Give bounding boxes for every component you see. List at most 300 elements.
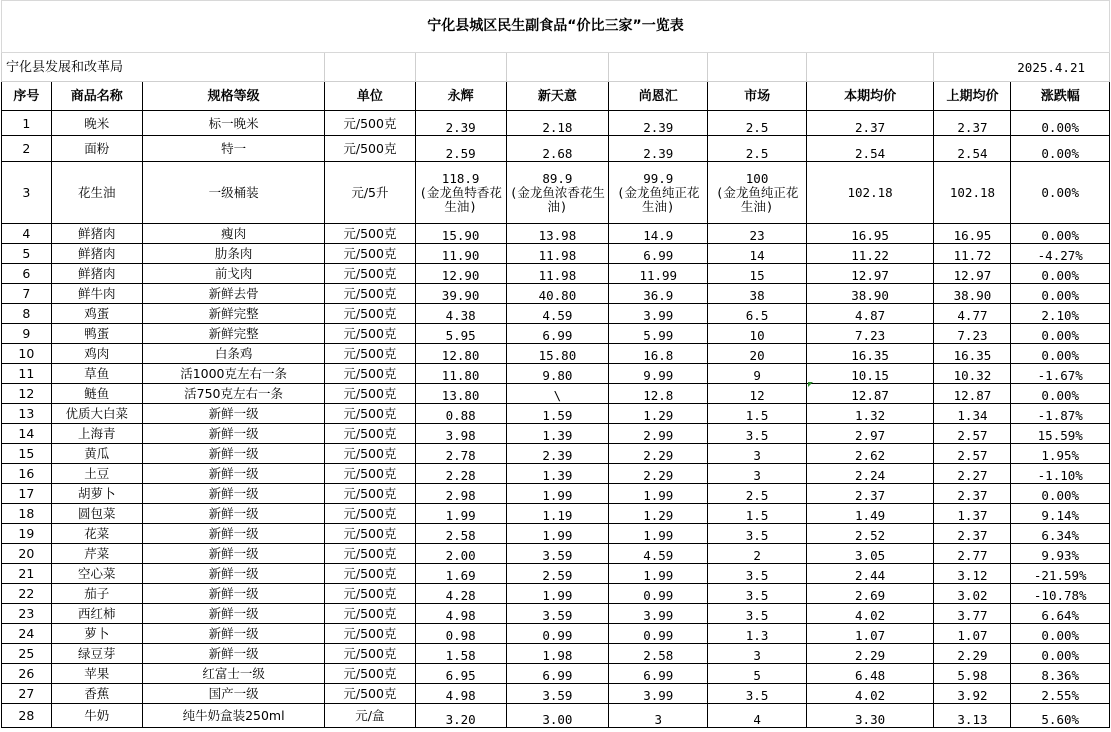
column-header: 规格等级 bbox=[142, 82, 324, 111]
table-cell: 4.59 bbox=[506, 304, 608, 324]
table-cell: 4.77 bbox=[934, 304, 1011, 324]
table-cell: 1.39 bbox=[506, 424, 608, 444]
table-cell: 3.02 bbox=[934, 584, 1011, 604]
table-cell: 元/500克 bbox=[325, 344, 415, 364]
table-cell: 3.98 bbox=[415, 424, 506, 444]
table-cell: 8.36% bbox=[1011, 664, 1110, 684]
table-cell: 3.5 bbox=[708, 524, 806, 544]
table-cell: 1.95% bbox=[1011, 444, 1110, 464]
table-row bbox=[2, 284, 1110, 304]
table-cell: 8 bbox=[2, 304, 52, 324]
table-cell: 新鲜一级 bbox=[142, 464, 324, 484]
table-cell: 1.5 bbox=[708, 504, 806, 524]
table-cell: 3.5 bbox=[708, 604, 806, 624]
table-cell: 0.00% bbox=[1011, 484, 1110, 504]
table-cell: 11.22 bbox=[806, 244, 934, 264]
table-cell: 13.98 bbox=[506, 224, 608, 244]
table-cell: 16.35 bbox=[934, 344, 1011, 364]
table-cell: 3.20 bbox=[415, 704, 506, 728]
table-cell: 土豆 bbox=[51, 464, 142, 484]
table-cell: 12.8 bbox=[609, 384, 708, 404]
table-cell: 1.98 bbox=[506, 644, 608, 664]
table-cell: 4.02 bbox=[806, 684, 934, 704]
table-cell: 2 bbox=[708, 544, 806, 564]
table-cell: 2.99 bbox=[609, 424, 708, 444]
table-row bbox=[2, 224, 1110, 244]
table-cell: 元/500克 bbox=[325, 444, 415, 464]
table-cell: 纯牛奶盒装250ml bbox=[142, 704, 324, 728]
table-cell: 6.95 bbox=[415, 664, 506, 684]
table-body bbox=[2, 111, 1110, 728]
column-header: 商品名称 bbox=[51, 82, 142, 111]
table-cell: 新鲜完整 bbox=[142, 324, 324, 344]
table-cell: 1.29 bbox=[609, 404, 708, 424]
table-row bbox=[2, 524, 1110, 544]
table-cell: 9 bbox=[2, 324, 52, 344]
table-cell: 12.87 bbox=[934, 384, 1011, 404]
table-cell: 0.99 bbox=[609, 624, 708, 644]
table-cell: 1.99 bbox=[506, 584, 608, 604]
agency-label: 宁化县发展和改革局 bbox=[2, 53, 325, 82]
table-cell: 2.27 bbox=[934, 464, 1011, 484]
table-cell: 3.5 bbox=[708, 564, 806, 584]
table-cell: 2.5 bbox=[708, 111, 806, 136]
table-row bbox=[2, 244, 1110, 264]
table-cell: 1.99 bbox=[506, 524, 608, 544]
table-cell: 鲢鱼 bbox=[51, 384, 142, 404]
table-cell: 3 bbox=[609, 704, 708, 728]
table-cell: 2.37 bbox=[806, 484, 934, 504]
table-cell: 鲜猪肉 bbox=[51, 244, 142, 264]
table-cell: 15 bbox=[708, 264, 806, 284]
table-cell: 2.78 bbox=[415, 444, 506, 464]
table-cell: 10 bbox=[2, 344, 52, 364]
table-cell: 0.99 bbox=[609, 584, 708, 604]
table-title: 宁化县城区民生副食品“价比三家”一览表 bbox=[2, 1, 1110, 53]
table-row bbox=[2, 664, 1110, 684]
table-cell: 3.99 bbox=[609, 304, 708, 324]
column-header: 新天意 bbox=[506, 82, 608, 111]
column-header: 本期均价 bbox=[806, 82, 934, 111]
table-cell: 2.69 bbox=[806, 584, 934, 604]
table-cell: -1.67% bbox=[1011, 364, 1110, 384]
table-cell: 12.80 bbox=[415, 344, 506, 364]
table-cell: 39.90 bbox=[415, 284, 506, 304]
table-cell: 2.00 bbox=[415, 544, 506, 564]
table-cell: 6.48 bbox=[806, 664, 934, 684]
table-cell: 1.99 bbox=[506, 484, 608, 504]
table-cell: 2.68 bbox=[506, 136, 608, 162]
table-cell: 11.98 bbox=[506, 244, 608, 264]
table-cell: 11.72 bbox=[934, 244, 1011, 264]
table-cell: 2.39 bbox=[415, 111, 506, 136]
column-header: 序号 bbox=[2, 82, 52, 111]
table-cell: 11.99 bbox=[609, 264, 708, 284]
table-cell: 元/500克 bbox=[325, 684, 415, 704]
table-cell: 2.29 bbox=[609, 464, 708, 484]
table-cell: 1.99 bbox=[609, 484, 708, 504]
table-cell: 0.88 bbox=[415, 404, 506, 424]
table-cell: 1.07 bbox=[934, 624, 1011, 644]
table-cell: 1.5 bbox=[708, 404, 806, 424]
table-cell: 西红柿 bbox=[51, 604, 142, 624]
table-cell: 12.90 bbox=[415, 264, 506, 284]
table-cell: 空心菜 bbox=[51, 564, 142, 584]
table-cell: 2.18 bbox=[506, 111, 608, 136]
table-cell: 12.87 bbox=[806, 384, 934, 404]
table-cell: 0.00% bbox=[1011, 624, 1110, 644]
table-cell: 10.15 bbox=[806, 364, 934, 384]
table-cell: 2.29 bbox=[806, 644, 934, 664]
table-cell: \ bbox=[506, 384, 608, 404]
table-cell: 0.00% bbox=[1011, 644, 1110, 664]
table-cell: 2.29 bbox=[609, 444, 708, 464]
table-cell: 活750克左右一条 bbox=[142, 384, 324, 404]
table-cell: 4.87 bbox=[806, 304, 934, 324]
table-cell: 国产一级 bbox=[142, 684, 324, 704]
table-cell: 2.24 bbox=[806, 464, 934, 484]
table-cell: 萝卜 bbox=[51, 624, 142, 644]
table-cell: 6.99 bbox=[609, 244, 708, 264]
table-cell: 2.98 bbox=[415, 484, 506, 504]
table-cell: 20 bbox=[2, 544, 52, 564]
table-cell: 元/5升 bbox=[325, 162, 415, 224]
table-cell: 1.39 bbox=[506, 464, 608, 484]
table-cell: 0.00% bbox=[1011, 136, 1110, 162]
table-cell: 鲜牛肉 bbox=[51, 284, 142, 304]
table-cell: 1.99 bbox=[415, 504, 506, 524]
table-cell: 香蕉 bbox=[51, 684, 142, 704]
table-cell: 苹果 bbox=[51, 664, 142, 684]
table-cell: -4.27% bbox=[1011, 244, 1110, 264]
table-cell: 0.00% bbox=[1011, 162, 1110, 224]
table-cell: 1.49 bbox=[806, 504, 934, 524]
table-cell: -10.78% bbox=[1011, 584, 1110, 604]
table-cell: 10 bbox=[708, 324, 806, 344]
table-cell: 40.80 bbox=[506, 284, 608, 304]
table-cell: 3.59 bbox=[506, 684, 608, 704]
table-cell: 元/500克 bbox=[325, 304, 415, 324]
table-cell: 0.00% bbox=[1011, 111, 1110, 136]
table-cell: 3 bbox=[2, 162, 52, 224]
table-cell: 元/500克 bbox=[325, 111, 415, 136]
table-cell: 4 bbox=[2, 224, 52, 244]
table-cell: 3.5 bbox=[708, 424, 806, 444]
column-header: 上期均价 bbox=[934, 82, 1011, 111]
table-cell: -21.59% bbox=[1011, 564, 1110, 584]
table-cell: 2.39 bbox=[609, 136, 708, 162]
table-cell: 鲜猪肉 bbox=[51, 264, 142, 284]
table-cell: 元/500克 bbox=[325, 136, 415, 162]
table-cell: 新鲜完整 bbox=[142, 304, 324, 324]
report-date: 2025.4.21 bbox=[934, 53, 1110, 82]
table-cell: 10.32 bbox=[934, 364, 1011, 384]
table-cell: 7.23 bbox=[806, 324, 934, 344]
table-cell: 鲜猪肉 bbox=[51, 224, 142, 244]
table-cell: 3.59 bbox=[506, 604, 608, 624]
table-cell: 38 bbox=[708, 284, 806, 304]
table-cell: 新鲜一级 bbox=[142, 404, 324, 424]
table-cell: 0.99 bbox=[506, 624, 608, 644]
table-cell: 元/500克 bbox=[325, 624, 415, 644]
table-cell: 11.98 bbox=[506, 264, 608, 284]
table-cell: 2.59 bbox=[415, 136, 506, 162]
table-cell: 14 bbox=[2, 424, 52, 444]
table-cell: -1.10% bbox=[1011, 464, 1110, 484]
table-cell: 6.99 bbox=[609, 664, 708, 684]
table-cell: 元/500克 bbox=[325, 604, 415, 624]
table-cell: 鸭蛋 bbox=[51, 324, 142, 344]
table-cell: 面粉 bbox=[51, 136, 142, 162]
table-cell: 9 bbox=[708, 364, 806, 384]
table-row bbox=[2, 604, 1110, 624]
table-cell: 黄瓜 bbox=[51, 444, 142, 464]
table-cell: 15.90 bbox=[415, 224, 506, 244]
table-row bbox=[2, 624, 1110, 644]
table-cell: 元/500克 bbox=[325, 244, 415, 264]
table-cell: 102.18 bbox=[934, 162, 1011, 224]
table-cell: 3.5 bbox=[708, 584, 806, 604]
table-cell: -1.87% bbox=[1011, 404, 1110, 424]
table-cell: 3.13 bbox=[934, 704, 1011, 728]
table-cell: 上海青 bbox=[51, 424, 142, 444]
table-cell: 1.59 bbox=[506, 404, 608, 424]
table-cell: 2 bbox=[2, 136, 52, 162]
table-cell: 2.37 bbox=[934, 484, 1011, 504]
table-cell: 5.98 bbox=[934, 664, 1011, 684]
table-row bbox=[2, 444, 1110, 464]
table-cell: 牛奶 bbox=[51, 704, 142, 728]
table-cell: 元/500克 bbox=[325, 584, 415, 604]
table-row bbox=[2, 324, 1110, 344]
table-cell: 4.28 bbox=[415, 584, 506, 604]
table-cell: 18 bbox=[2, 504, 52, 524]
table-cell: 100 (金龙鱼纯正花生油) bbox=[708, 162, 806, 224]
table-cell: 6.99 bbox=[506, 664, 608, 684]
table-cell: 2.97 bbox=[806, 424, 934, 444]
table-cell: 3.00 bbox=[506, 704, 608, 728]
table-row bbox=[2, 504, 1110, 524]
table-cell: 特一 bbox=[142, 136, 324, 162]
table-cell: 17 bbox=[2, 484, 52, 504]
table-cell: 元/500克 bbox=[325, 224, 415, 244]
table-cell: 1.34 bbox=[934, 404, 1011, 424]
table-cell: 20 bbox=[708, 344, 806, 364]
table-cell: 28 bbox=[2, 704, 52, 728]
table-cell: 新鲜一级 bbox=[142, 544, 324, 564]
table-row bbox=[2, 404, 1110, 424]
table-cell: 5.60% bbox=[1011, 704, 1110, 728]
column-header: 单位 bbox=[325, 82, 415, 111]
table-row bbox=[2, 344, 1110, 364]
table-cell: 元/500克 bbox=[325, 664, 415, 684]
table-row bbox=[2, 111, 1110, 136]
table-row bbox=[2, 644, 1110, 664]
table-cell: 1.99 bbox=[609, 564, 708, 584]
table-cell: 11.90 bbox=[415, 244, 506, 264]
table-cell: 2.28 bbox=[415, 464, 506, 484]
table-row bbox=[2, 544, 1110, 564]
table-cell: 1.19 bbox=[506, 504, 608, 524]
table-cell: 白条鸡 bbox=[142, 344, 324, 364]
table-cell: 38.90 bbox=[934, 284, 1011, 304]
table-cell: 元/500克 bbox=[325, 424, 415, 444]
table-cell: 99.9 (金龙鱼纯正花生油) bbox=[609, 162, 708, 224]
table-cell: 16.95 bbox=[806, 224, 934, 244]
table-cell: 晚米 bbox=[51, 111, 142, 136]
table-cell: 89.9 (金龙鱼浓香花生油) bbox=[506, 162, 608, 224]
table-cell: 13.80 bbox=[415, 384, 506, 404]
table-cell: 前戈肉 bbox=[142, 264, 324, 284]
table-cell: 27 bbox=[2, 684, 52, 704]
table-cell: 118.9 (金龙鱼特香花生油) bbox=[415, 162, 506, 224]
table-cell: 6 bbox=[2, 264, 52, 284]
table-cell: 15 bbox=[2, 444, 52, 464]
table-row bbox=[2, 424, 1110, 444]
table-cell: 16.35 bbox=[806, 344, 934, 364]
table-cell: 2.52 bbox=[806, 524, 934, 544]
table-cell: 草鱼 bbox=[51, 364, 142, 384]
table-row bbox=[2, 162, 1110, 224]
table-cell: 25 bbox=[2, 644, 52, 664]
table-cell: 2.39 bbox=[609, 111, 708, 136]
table-cell: 新鲜一级 bbox=[142, 444, 324, 464]
table-cell: 绿豆芽 bbox=[51, 644, 142, 664]
table-cell: 2.77 bbox=[934, 544, 1011, 564]
table-cell: 2.58 bbox=[415, 524, 506, 544]
table-cell: 3.5 bbox=[708, 684, 806, 704]
table-cell: 5.99 bbox=[609, 324, 708, 344]
table-cell: 2.44 bbox=[806, 564, 934, 584]
table-cell: 14 bbox=[708, 244, 806, 264]
table-cell: 1.07 bbox=[806, 624, 934, 644]
table-cell: 16 bbox=[2, 464, 52, 484]
column-header: 永辉 bbox=[415, 82, 506, 111]
table-row bbox=[2, 136, 1110, 162]
table-cell: 2.10% bbox=[1011, 304, 1110, 324]
table-cell: 新鲜一级 bbox=[142, 564, 324, 584]
table-row bbox=[2, 384, 1110, 404]
table-cell: 新鲜一级 bbox=[142, 424, 324, 444]
table-cell: 元/500克 bbox=[325, 364, 415, 384]
table-cell: 元/500克 bbox=[325, 324, 415, 344]
column-header: 涨跌幅 bbox=[1011, 82, 1110, 111]
table-cell: 瘦肉 bbox=[142, 224, 324, 244]
table-cell: 0.00% bbox=[1011, 264, 1110, 284]
table-cell: 1.32 bbox=[806, 404, 934, 424]
table-cell: 15.80 bbox=[506, 344, 608, 364]
table-cell: 3.59 bbox=[506, 544, 608, 564]
table-cell: 新鲜一级 bbox=[142, 484, 324, 504]
table-cell: 2.5 bbox=[708, 484, 806, 504]
table-cell: 元/500克 bbox=[325, 544, 415, 564]
table-cell: 5 bbox=[708, 664, 806, 684]
table-cell: 24 bbox=[2, 624, 52, 644]
table-cell: 新鲜一级 bbox=[142, 584, 324, 604]
table-row bbox=[2, 484, 1110, 504]
table-cell: 4.59 bbox=[609, 544, 708, 564]
table-cell: 3.05 bbox=[806, 544, 934, 564]
table-cell: 花生油 bbox=[51, 162, 142, 224]
table-row bbox=[2, 304, 1110, 324]
table-cell: 14.9 bbox=[609, 224, 708, 244]
table-cell: 2.58 bbox=[609, 644, 708, 664]
table-cell: 26 bbox=[2, 664, 52, 684]
table-cell: 2.59 bbox=[506, 564, 608, 584]
column-header: 市场 bbox=[708, 82, 806, 111]
table-row bbox=[2, 704, 1110, 728]
table-cell: 2.29 bbox=[934, 644, 1011, 664]
table-cell: 茄子 bbox=[51, 584, 142, 604]
table-cell: 元/500克 bbox=[325, 464, 415, 484]
table-cell: 0.00% bbox=[1011, 344, 1110, 364]
table-cell: 3.92 bbox=[934, 684, 1011, 704]
table-cell: 0.00% bbox=[1011, 324, 1110, 344]
table-cell: 12.97 bbox=[934, 264, 1011, 284]
table-cell: 4.98 bbox=[415, 604, 506, 624]
table-cell: 0.00% bbox=[1011, 284, 1110, 304]
table-cell: 4.98 bbox=[415, 684, 506, 704]
table-cell: 23 bbox=[708, 224, 806, 244]
table-cell: 芹菜 bbox=[51, 544, 142, 564]
table-cell: 13 bbox=[2, 404, 52, 424]
table-cell: 9.99 bbox=[609, 364, 708, 384]
table-cell: 元/500克 bbox=[325, 284, 415, 304]
table-cell: 元/500克 bbox=[325, 404, 415, 424]
table-cell: 4.38 bbox=[415, 304, 506, 324]
table-cell: 16.8 bbox=[609, 344, 708, 364]
table-cell: 2.37 bbox=[806, 111, 934, 136]
table-cell: 一级桶装 bbox=[142, 162, 324, 224]
table-cell: 6.64% bbox=[1011, 604, 1110, 624]
table-cell: 新鲜一级 bbox=[142, 504, 324, 524]
table-cell: 2.55% bbox=[1011, 684, 1110, 704]
table-cell: 3.12 bbox=[934, 564, 1011, 584]
table-cell: 1.29 bbox=[609, 504, 708, 524]
table-cell: 9.80 bbox=[506, 364, 608, 384]
table-cell: 元/500克 bbox=[325, 564, 415, 584]
table-row bbox=[2, 264, 1110, 284]
table-cell: 38.90 bbox=[806, 284, 934, 304]
table-cell: 3 bbox=[708, 464, 806, 484]
table-cell: 3 bbox=[708, 444, 806, 464]
table-cell: 36.9 bbox=[609, 284, 708, 304]
table-cell: 元/500克 bbox=[325, 384, 415, 404]
table-cell: 1.58 bbox=[415, 644, 506, 664]
table-cell: 3.77 bbox=[934, 604, 1011, 624]
table-cell: 红富士一级 bbox=[142, 664, 324, 684]
table-cell: 活1000克左右一条 bbox=[142, 364, 324, 384]
table-row bbox=[2, 684, 1110, 704]
column-header: 尚恩汇 bbox=[609, 82, 708, 111]
table-cell: 21 bbox=[2, 564, 52, 584]
table-cell: 标一晚米 bbox=[142, 111, 324, 136]
table-cell: 2.37 bbox=[934, 111, 1011, 136]
table-cell: 3.99 bbox=[609, 604, 708, 624]
table-cell: 胡萝卜 bbox=[51, 484, 142, 504]
table-cell: 元/500克 bbox=[325, 524, 415, 544]
table-cell: 优质大白菜 bbox=[51, 404, 142, 424]
table-cell: 5.95 bbox=[415, 324, 506, 344]
table-cell: 23 bbox=[2, 604, 52, 624]
table-cell: 1.99 bbox=[609, 524, 708, 544]
table-cell: 4.02 bbox=[806, 604, 934, 624]
table-cell: 鸡蛋 bbox=[51, 304, 142, 324]
table-cell: 元/500克 bbox=[325, 264, 415, 284]
table-cell: 新鲜一级 bbox=[142, 604, 324, 624]
table-cell: 19 bbox=[2, 524, 52, 544]
table-cell: 1.37 bbox=[934, 504, 1011, 524]
